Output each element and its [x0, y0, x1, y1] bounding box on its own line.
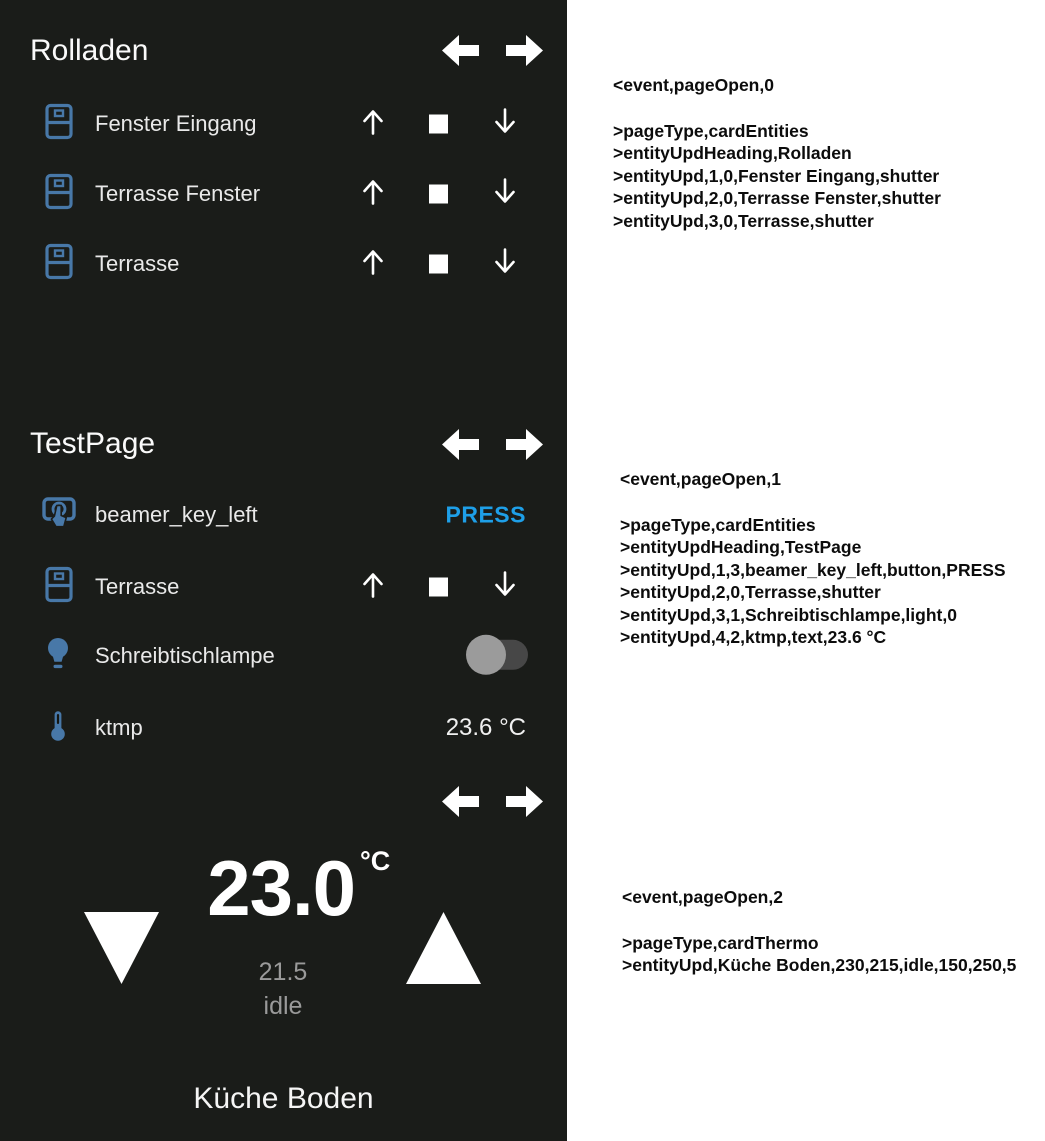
- protocol-line: >entityUpd,2,0,Terrasse Fenster,shutter: [613, 188, 941, 208]
- page-nav: [442, 786, 543, 817]
- shutter-down-button[interactable]: [492, 107, 518, 142]
- protocol-line: >entityUpd,1,0,Fenster Eingang,shutter: [613, 165, 940, 186]
- temperature-unit: °C: [360, 846, 391, 876]
- entity-label: Terrasse Fenster: [95, 181, 261, 206]
- page-nav: [442, 429, 543, 460]
- thermostat-name: Küche Boden: [193, 1082, 374, 1115]
- prev-page-icon[interactable]: [442, 35, 479, 66]
- shutter-stop-button[interactable]: [429, 185, 448, 204]
- entity-row: [0, 493, 567, 537]
- hvac-state: idle: [263, 992, 303, 1020]
- shutter-stop-button[interactable]: [429, 115, 448, 134]
- protocol-line: >entityUpd,Küche Boden,230,215,idle,150,250,5: [622, 955, 1017, 975]
- protocol-line: >entityUpd,4,2,ktmp,text,23.6 °C: [620, 627, 887, 647]
- entity-row: [0, 172, 567, 216]
- protocol-event-line: <event,pageOpen,2: [622, 887, 783, 907]
- shutter-stop-button[interactable]: [429, 255, 448, 274]
- window-shutter-icon: [45, 173, 73, 215]
- lightbulb-icon: [46, 637, 70, 676]
- next-page-icon[interactable]: [506, 786, 543, 817]
- setpoint-temperature: 21.5: [258, 958, 308, 986]
- entity-row: [0, 242, 567, 286]
- entity-label: beamer_key_left: [95, 502, 258, 527]
- protocol-line: >pageType,cardThermo: [622, 932, 819, 953]
- entity-label: Schreibtischlampe: [95, 643, 275, 668]
- shutter-up-button[interactable]: [360, 107, 386, 142]
- shutter-stop-button[interactable]: [429, 578, 448, 597]
- entity-row: [0, 706, 567, 750]
- shutter-down-button[interactable]: [492, 570, 518, 605]
- shutter-up-button[interactable]: [360, 247, 386, 282]
- window-shutter-icon: [45, 243, 73, 285]
- next-page-icon[interactable]: [506, 429, 543, 460]
- protocol-line: >entityUpd,1,3,beamer_key_left,button,PRESS: [620, 559, 1006, 580]
- entity-label: Terrasse: [95, 251, 180, 276]
- protocol-line: >entityUpd,3,0,Terrasse,shutter: [613, 210, 874, 231]
- temp-up-button[interactable]: [405, 911, 482, 990]
- temp-down-button[interactable]: [83, 911, 160, 990]
- protocol-block-page1: [620, 468, 1006, 649]
- entity-row: [0, 634, 567, 678]
- window-shutter-icon: [45, 566, 73, 608]
- shutter-down-button[interactable]: [492, 177, 518, 212]
- protocol-line: >entityUpd,2,0,Terrasse,shutter: [620, 582, 881, 602]
- press-button[interactable]: PRESS: [445, 501, 526, 528]
- entity-label: Terrasse: [95, 574, 180, 599]
- protocol-event-line: <event,pageOpen,0: [613, 75, 774, 95]
- protocol-line: >pageType,cardEntities: [620, 514, 816, 535]
- protocol-line: >entityUpdHeading,TestPage: [620, 537, 862, 557]
- page-heading-testpage: TestPage: [30, 427, 156, 460]
- thermometer-icon: [50, 710, 66, 746]
- window-shutter-icon: [45, 103, 73, 145]
- entity-row: [0, 102, 567, 146]
- prev-page-icon[interactable]: [442, 786, 479, 817]
- protocol-event-line: <event,pageOpen,1: [620, 469, 781, 489]
- light-toggle[interactable]: [468, 640, 528, 670]
- gesture-tap-button-icon: [42, 496, 76, 534]
- protocol-line: >pageType,cardEntities: [613, 120, 809, 141]
- shutter-up-button[interactable]: [360, 570, 386, 605]
- protocol-line: >entityUpd,3,1,Schreibtischlampe,light,0: [620, 604, 957, 625]
- protocol-line: >entityUpdHeading,Rolladen: [613, 143, 852, 163]
- page-heading-rolladen: Rolladen: [30, 34, 149, 67]
- page-nav: [442, 35, 543, 66]
- shutter-up-button[interactable]: [360, 177, 386, 212]
- toggle-knob[interactable]: [466, 635, 506, 675]
- entity-label: ktmp: [95, 715, 143, 740]
- prev-page-icon[interactable]: [442, 429, 479, 460]
- shutter-down-button[interactable]: [492, 247, 518, 282]
- temperature-value: 23.6 °C: [445, 714, 526, 741]
- protocol-block-page2: [622, 886, 1016, 977]
- entity-row: [0, 565, 567, 609]
- next-page-icon[interactable]: [506, 35, 543, 66]
- protocol-block-page0: [613, 74, 941, 232]
- entity-label: Fenster Eingang: [95, 111, 257, 136]
- current-temperature: 23.0: [207, 844, 355, 932]
